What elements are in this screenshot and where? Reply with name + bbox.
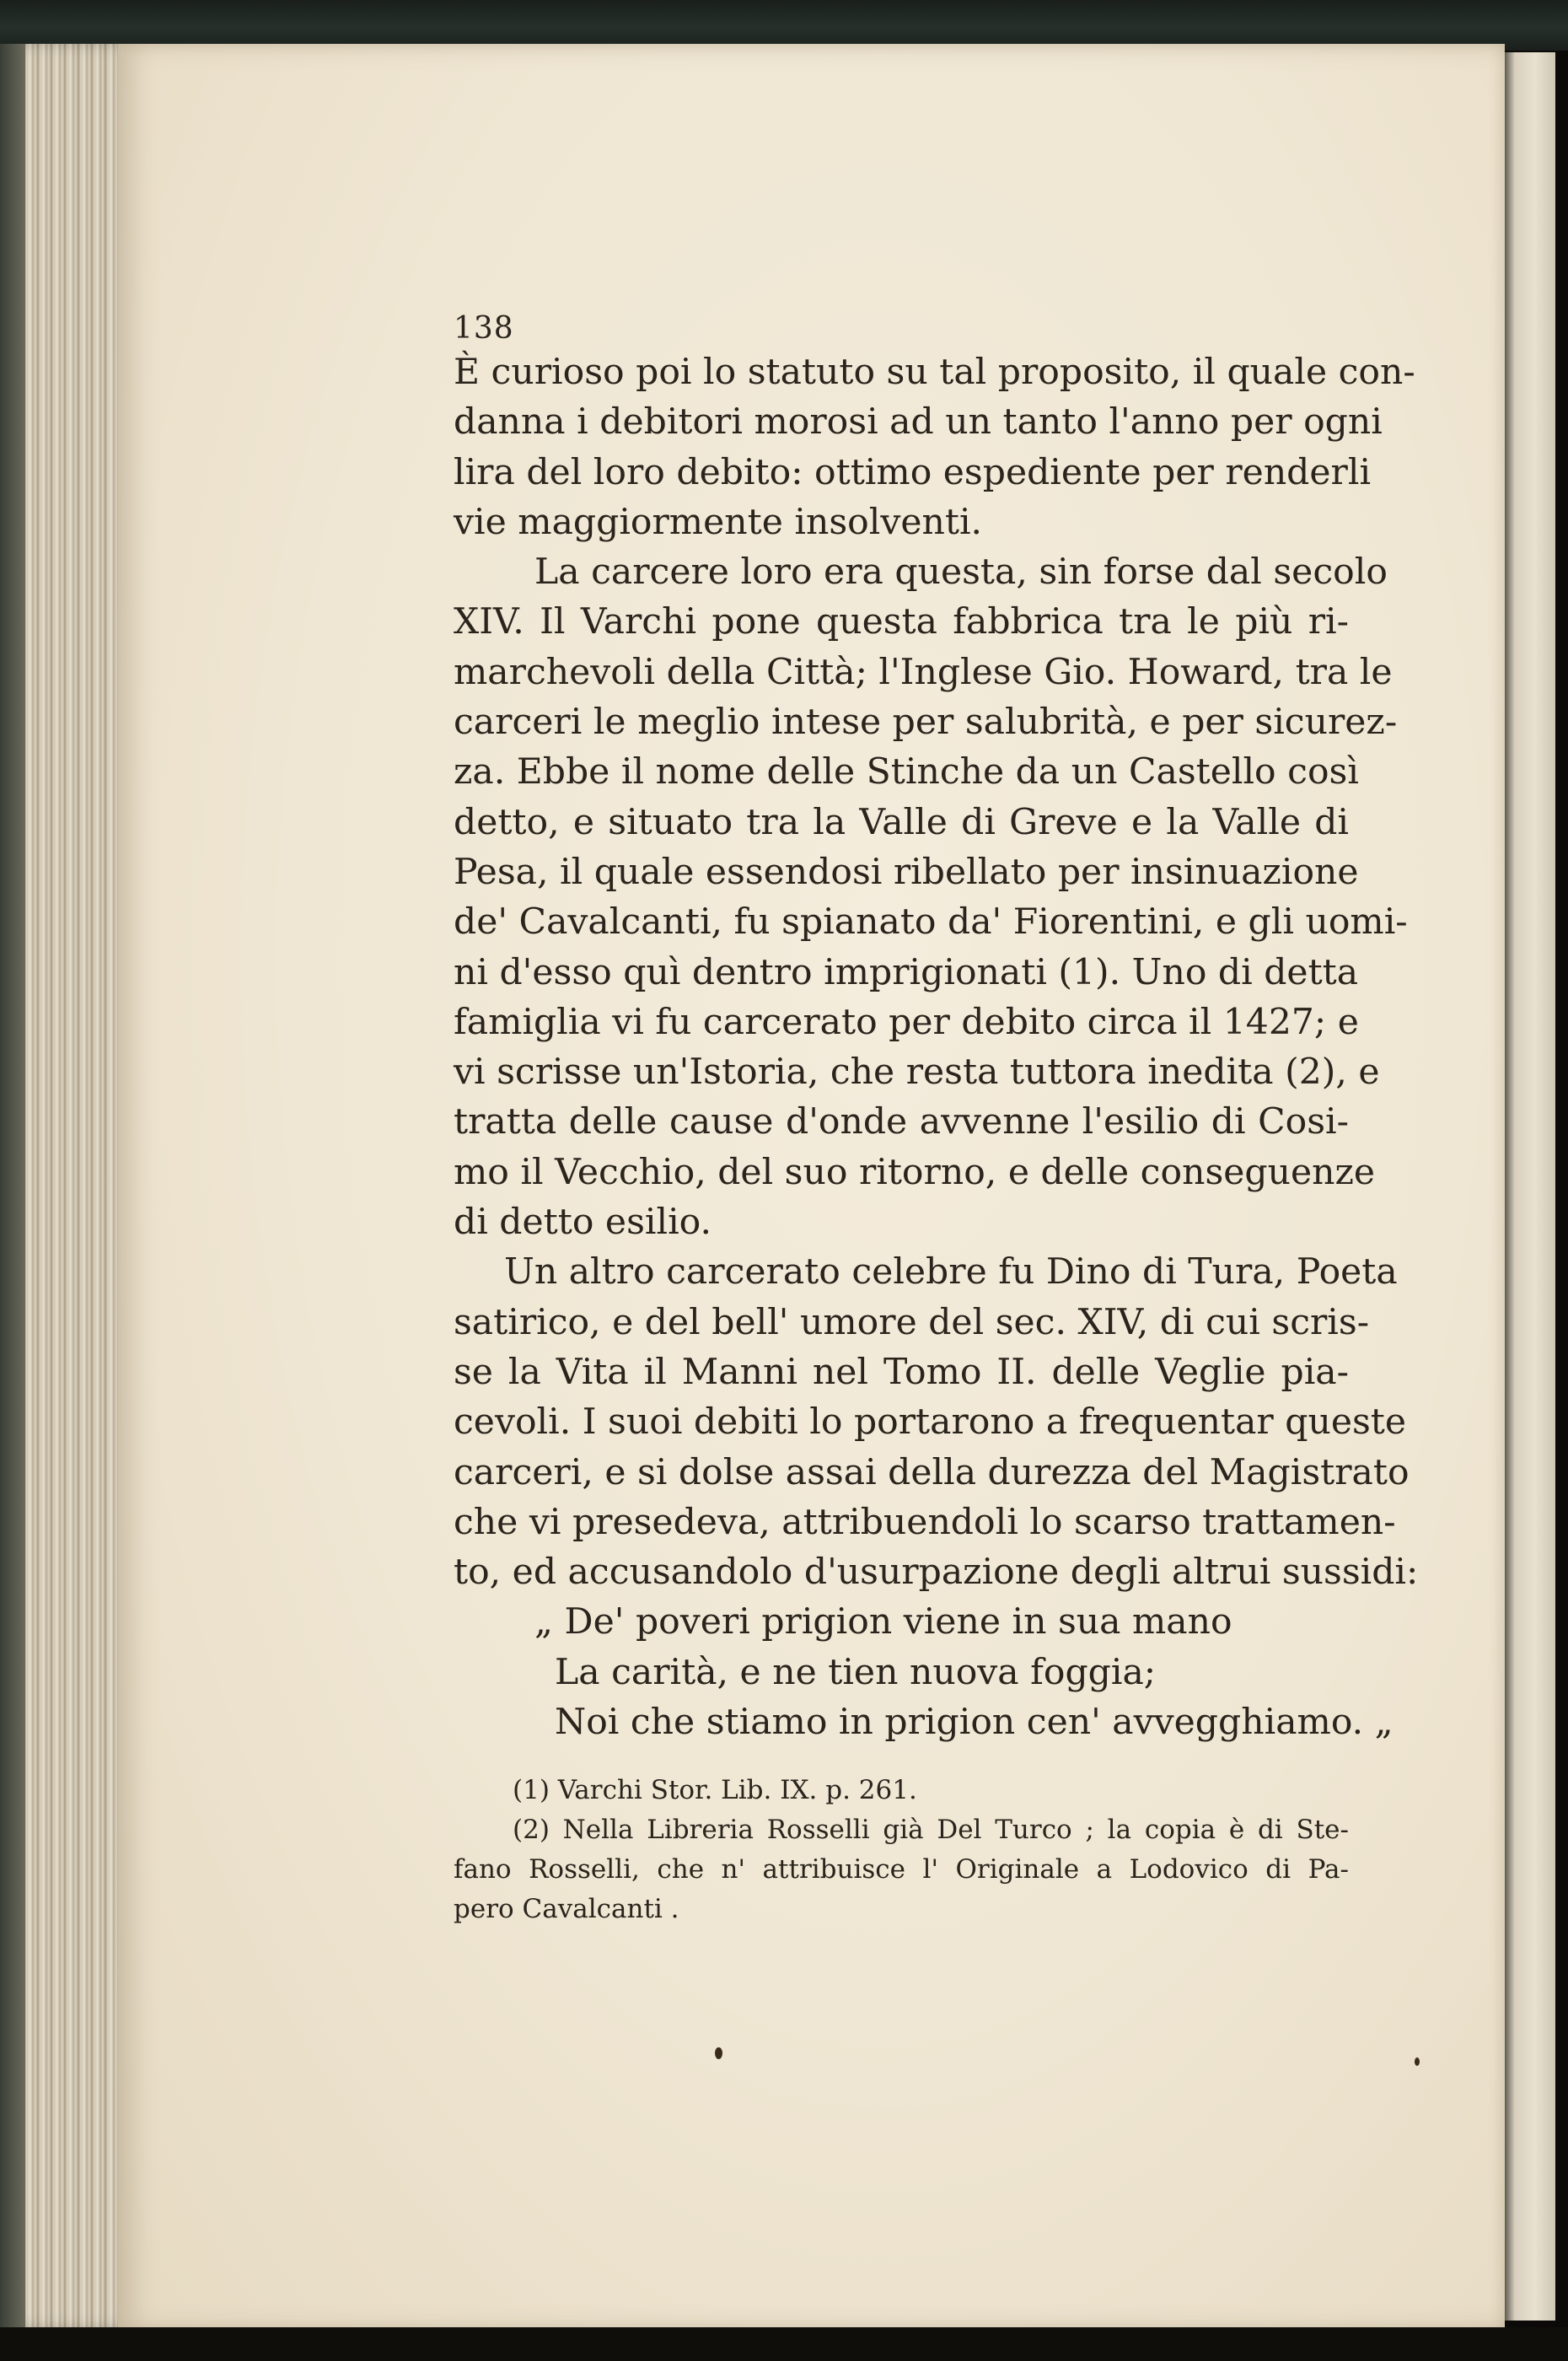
book-spine-edge [0,44,25,2329]
text-line: se la Vita il Manni nel Tomo II. delle Veglie pia- [454,1351,1349,1393]
footnote-2: (2) Nella Libreria Rosselli già Del Turco ; la copia è di Ste- [513,1815,1349,1846]
text-line: La carcere loro era questa, sin forse dal secolo [534,551,1388,594]
text-line: danna i debitori morosi ad un tanto l'anno per ogni [454,401,1383,444]
text-line: carceri, e si dolse assai della durezza del Magistrato [454,1451,1410,1493]
text-line: ni d'esso quì dentro imprigionati (1). Uno di detta [454,951,1359,993]
text-line: È curioso poi lo statuto su tal proposito, il quale con- [454,352,1415,393]
footnote-2-end: pero Cavalcanti . [454,1894,679,1925]
verse-line: „ De' poveri prigion viene in sua mano [534,1601,1232,1643]
text-line: tratta delle cause d'onde avvenne l'esilio di Cosi- [454,1101,1349,1143]
paragraph-1 [454,347,1415,547]
paragraph-2 [454,547,1408,1247]
footnote-1: (1) Varchi Stor. Lib. IX. p. 261. [513,1775,917,1806]
text-line: vi scrisse un'Istoria, che resta tuttora inedita (2), e [454,1051,1380,1094]
text-line: to, ed accusandolo d'usurpazione degli altrui sussidi: [454,1552,1419,1594]
text-line: XIV. Il Varchi pone questa fabbrica tra le più ri- [454,601,1349,643]
text-line: carceri le meglio intese per salubrità, e per sicurez- [454,702,1398,744]
text-line: mo il Vecchio, del suo ritorno, e delle conseguenze [454,1151,1376,1193]
paragraph-3 [454,1247,1419,1597]
text-line: lira del loro debito: ottimo espediente per renderli [454,451,1372,493]
ink-speck [715,2047,722,2059]
text-line: Un altro carcerato celebre fu Dino di Tura, Poeta [504,1251,1398,1293]
text-line: Pesa, il quale essendosi ribellato per insinuazione [454,851,1359,893]
footnotes [454,1771,1349,1929]
ink-speck [1415,2057,1420,2066]
text-line: di detto esilio. [454,1202,712,1244]
footnote-2-continued: fano Rosselli, che n' attribuisce l' Originale a Lodovico di Pa- [454,1854,1349,1885]
text-line: detto, e situato tra la Valle di Greve e la Valle di [454,801,1349,843]
text-line: cevoli. I suoi debiti lo portarono a frequentar queste [454,1401,1407,1444]
book-cover-bottom [0,2327,1568,2361]
page-number: 138 [454,311,514,346]
text-line: satirico, e del bell' umore del sec. XIV, di cui scris- [454,1301,1370,1343]
text-line: za. Ebbe il nome delle Stinche da un Castello così [454,751,1359,793]
book-cover-top [0,0,1568,51]
text-line: de' Cavalcanti, fu spianato da' Fiorentini, e gli uomi- [454,901,1408,944]
page-text [454,310,1419,1929]
text-line: che vi presedeva, attribuendoli lo scarso trattamen- [454,1501,1396,1543]
text-line: vie maggiormente insolventi. [454,501,983,543]
text-line: marchevoli della Città; l'Inglese Gio. Howard, tra le [454,651,1393,693]
verse-line: Noi che stiamo in prigion cen' avvegghiamo. „ [555,1702,1393,1744]
facing-page-edge [1505,52,1555,2321]
text-line: famiglia vi fu carcerato per debito circa il 1427; e [454,1001,1359,1043]
verse-line: La carità, e ne tien nuova foggia; [555,1651,1157,1693]
verse-quotation [454,1597,1393,1747]
